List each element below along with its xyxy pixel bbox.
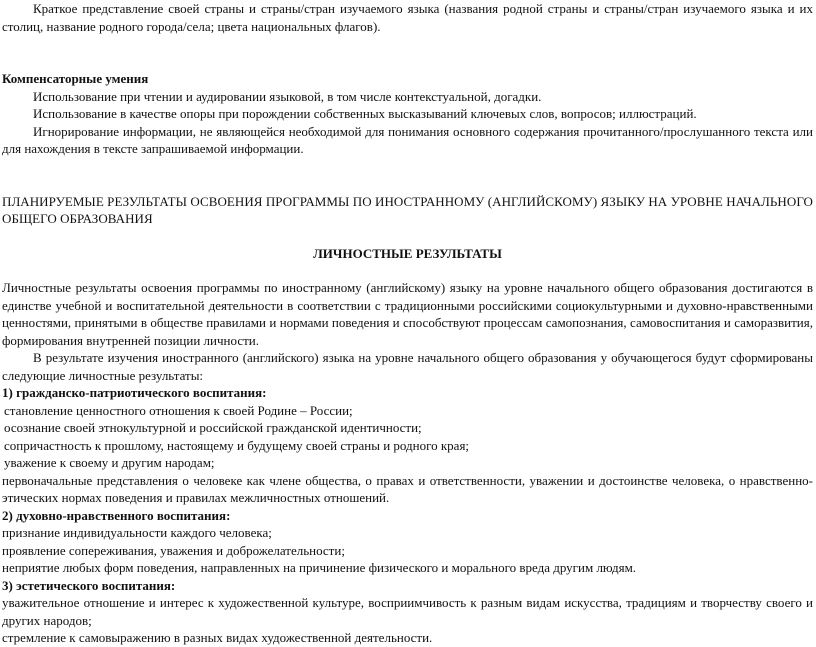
personal-paragraph-1: Личностные результаты освоения программы по иностранному (английскому) языку на уровне начального общего образования достигаются в единстве учебной и воспитательной деятельности в соответствии с традиционными российскими социокультурными и духовно-нравственными ценностями, принятыми в обществе правилами и нормами поведения и способствуют процессам самопознания, самовоспитания и саморазвития, формирования внутренней позиции личности. — [2, 280, 813, 348]
compensatory-heading: Компенсаторные умения — [2, 71, 149, 86]
spacer — [2, 52, 813, 70]
civic-item: становление ценностного отношения к своей Родине – России; — [4, 402, 353, 418]
compensatory-item: Использование при чтении и аудировании языковой, в том числе контекстуальной, догадки. — [33, 88, 542, 104]
spacer — [2, 35, 813, 52]
civic-item: уважение к своему и другим народам; — [4, 455, 215, 470]
spacer — [2, 175, 813, 193]
aesthetic-item: уважительное отношение и интерес к художественной культуре, восприимчивость к разным видам искусства, традициям и творчеству своего и других народов; — [2, 595, 813, 628]
spacer — [2, 158, 813, 175]
moral-item: неприятие любых форм поведения, направленных на причинение физического и морального вреда другим людям. — [2, 560, 637, 575]
civic-heading: 1) гражданско-патриотического воспитания: — [2, 385, 267, 400]
civic-item: первоначальные представления о человеке как члене общества, о правах и ответственности, уважении и достоинстве человека, о нравственно-этических нормах поведения и правилах межличностных отношений. — [2, 472, 813, 505]
intro-paragraph: Краткое представление своей страны и страны/стран изучаемого языка (названия родной страны и страны/стран изучаемого языка и их столиц, название родного города/села; цвета национальных флагов). — [2, 1, 813, 34]
civic-item: сопричастность к прошлому, настоящему и будущему своей страны и родного края; — [4, 437, 470, 453]
personal-paragraph-2: В результате изучения иностранного (английского) языка на уровне начального общего образования у обучающегося будут сформированы следующие личностные результаты: — [2, 350, 813, 383]
moral-item: проявление сопереживания, уважения и доброжелательности; — [2, 542, 345, 558]
aesthetic-heading: 3) эстетического воспитания: — [2, 577, 176, 593]
civic-item: осознание своей этнокультурной и российской гражданской идентичности; — [4, 420, 422, 435]
spacer — [2, 262, 813, 279]
compensatory-item: Использование в качестве опоры при порождении собственных высказываний ключевых слов, вопросов; иллюстраций. — [33, 106, 697, 121]
spacer — [2, 228, 813, 245]
aesthetic-item: стремление к самовыражению в разных видах художественной деятельности. — [2, 630, 433, 645]
planned-results-title: ПЛАНИРУЕМЫЕ РЕЗУЛЬТАТЫ ОСВОЕНИЯ ПРОГРАММЫ ПО ИНОСТРАННОМУ (АНГЛИЙСКОМУ) ЯЗЫКУ НА УРОВНЕ НАЧАЛЬНОГО ОБЩЕГО ОБРАЗОВАНИЯ — [2, 193, 813, 226]
moral-item: признание индивидуальности каждого человека; — [2, 525, 272, 540]
personal-results-title: ЛИЧНОСТНЫЕ РЕЗУЛЬТАТЫ — [313, 245, 502, 261]
moral-heading: 2) духовно-нравственного воспитания: — [2, 507, 231, 523]
compensatory-item: Игнорирование информации, не являющейся необходимой для понимания основного содержания прочитанного/прослушанного текста или для нахождения в тексте запрашиваемой информации. — [2, 123, 813, 156]
